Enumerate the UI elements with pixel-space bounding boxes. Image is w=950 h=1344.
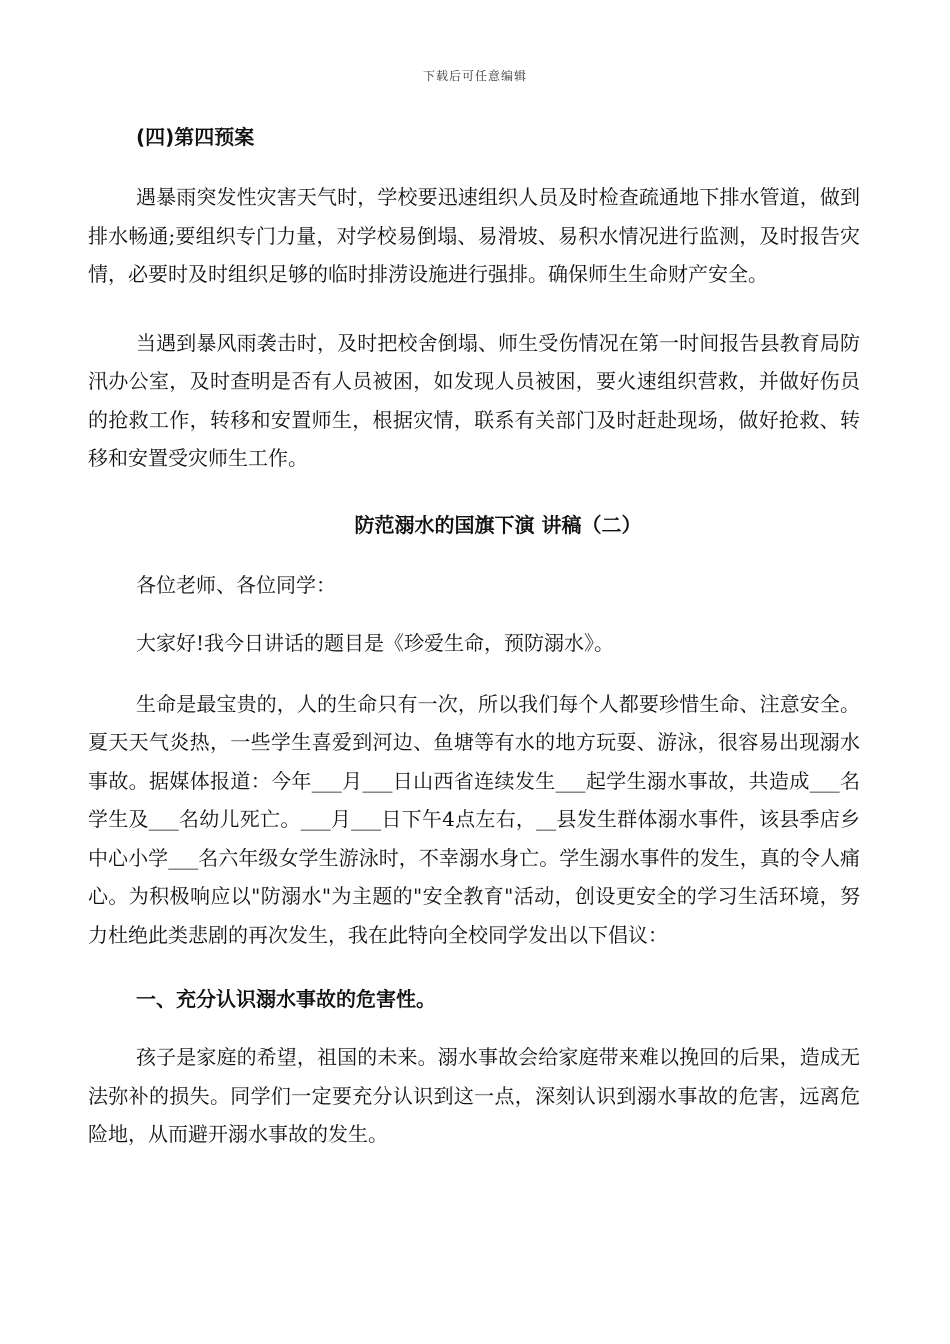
point-one-heading: 一、充分认识溺水事故的危害性。 [136, 987, 436, 1011]
body-paragraph: 生命是最宝贵的，人的生命只有一次，所以我们每个人都要珍惜生命、注意安全。夏天天气炎热，一些学生喜爱到河边、鱼塘等有水的地方玩耍、游泳，很容易出现溺水事故。据媒体报道：今年___月___日山西省连续发生___起学生溺水事故，共造成___名学生及___名幼儿死亡。___月___日下午4点左右，__县发生群体溺水事件，该县季店乡中心小学___名六年级女学生游泳时，不幸溺水身亡。学生溺水事件的发生，真的令人痛心。为积极响应以"防溺水"为主题的"安全教育"活动，创设更安全的学习生活环境，努力杜绝此类悲剧的再次发生，我在此特向全校同学发出以下倡议： [88, 691, 860, 947]
opening-line: 大家好!我今日讲话的题目是《珍爱生命，预防溺水》。 [136, 631, 615, 655]
paragraph-storm-response: 当遇到暴风雨袭击时，及时把校舍倒塌、师生受伤情况在第一时间报告县教育局防汛办公室，及时查明是否有人员被困，如发现人员被困，要火速组织营救，并做好伤员的抢救工作，转移和安置师生，根据灾情，联系有关部门及时赶赴现场，做好抢救、转移和安置受灾师生工作。 [88, 330, 860, 470]
point-one-body: 孩子是家庭的希望，祖国的未来。溺水事故会给家庭带来难以挽回的后果，造成无法弥补的损失。同学们一定要充分认识到这一点，深刻认识到溺水事故的危害，远离危险地，从而避开溺水事故的发生。 [88, 1045, 860, 1146]
document-body [88, 118, 860, 1154]
greeting: 各位老师、各位同学： [136, 572, 336, 597]
section-heading: (四)第四预案 [136, 125, 255, 149]
page-header-note: 下载后可任意编辑 [422, 69, 527, 83]
paragraph-rainstorm-plan: 遇暴雨突发性灾害天气时，学校要迅速组织人员及时检查疏通地下排水管道，做到排水畅通;要组织专门力量，对学校易倒塌、易滑坡、易积水情况进行监测，及时报告灾情，必要时及时组织足够的临时排涝设施进行强排。确保师生生命财产安全。 [88, 185, 860, 286]
speech-title: 防范溺水的国旗下演 讲稿（二） [354, 512, 642, 537]
